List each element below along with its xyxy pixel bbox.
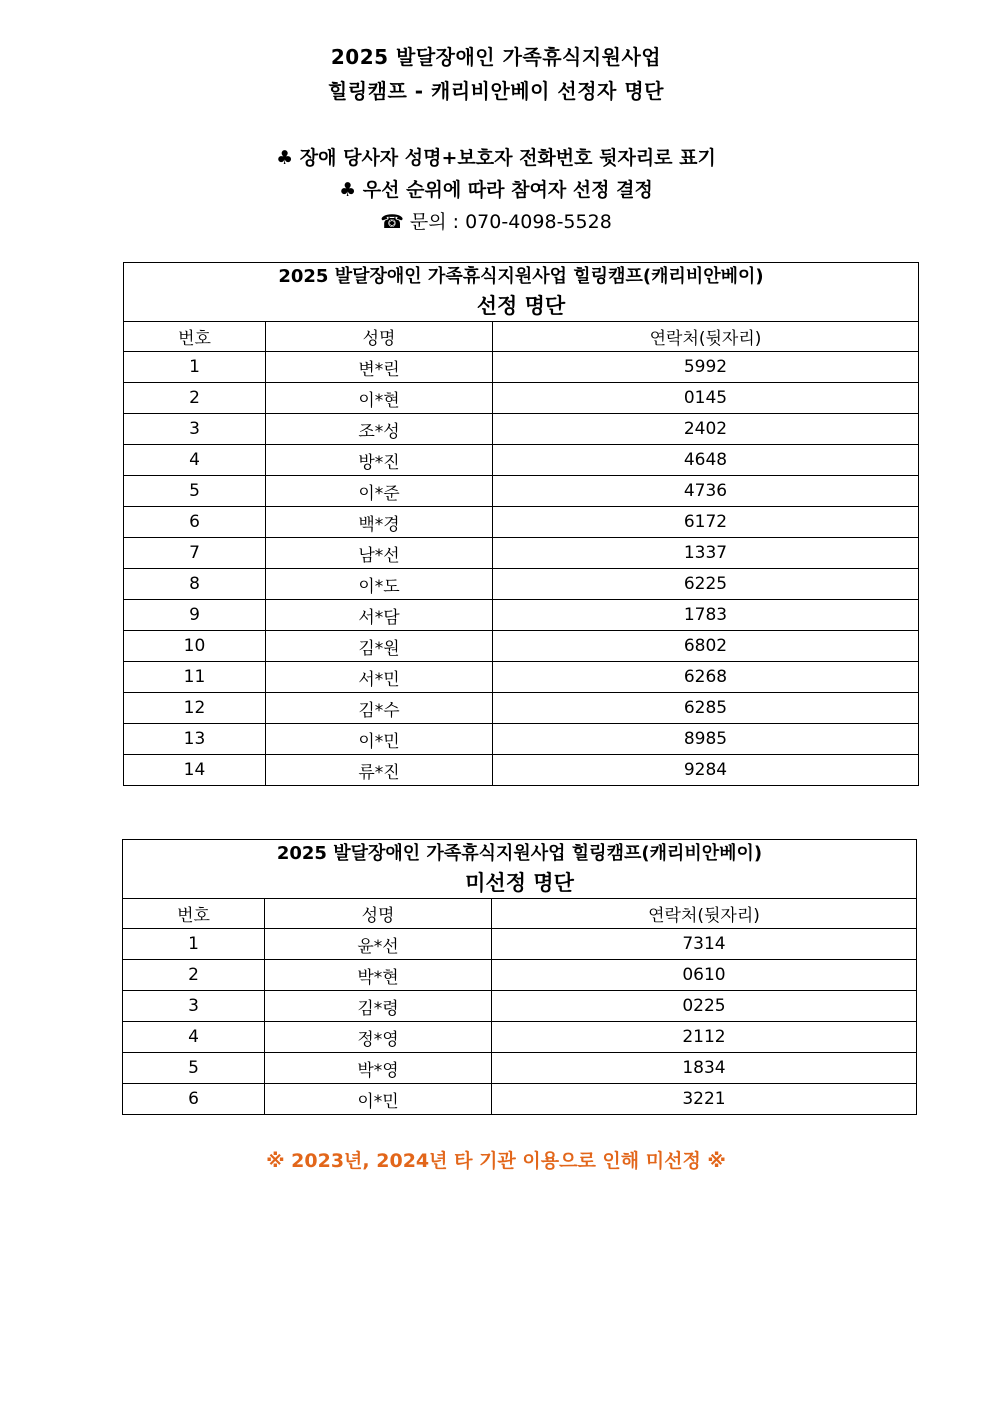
- unselected-caption-program: 2025 발달장애인 가족휴식지원사업 힐링캠프(캐리비안베이): [276, 843, 763, 864]
- cell-contact: 6285: [493, 693, 919, 724]
- cell-number: 2: [123, 960, 265, 991]
- cell-number: 2: [124, 383, 266, 414]
- cell-name: 김*령: [265, 991, 492, 1022]
- table-row: [124, 414, 919, 445]
- cell-contact: 5992: [493, 352, 919, 383]
- cell-number: 4: [124, 445, 266, 476]
- selected-table: [123, 262, 919, 786]
- cell-name: 서*민: [266, 662, 493, 693]
- cell-contact: 7314: [492, 929, 917, 960]
- cell-contact: 1337: [493, 538, 919, 569]
- selected-table-caption: [124, 263, 919, 322]
- cell-name: 류*진: [266, 755, 493, 786]
- table-row: [124, 445, 919, 476]
- cell-number: 14: [124, 755, 266, 786]
- header-name: 성명: [266, 322, 493, 352]
- header-contact: 연락처(뒷자리): [492, 899, 917, 929]
- table-row: [124, 383, 919, 414]
- cell-contact: 9284: [493, 755, 919, 786]
- cell-number: 13: [124, 724, 266, 755]
- table-row: [124, 755, 919, 786]
- unselected-table-caption: [123, 840, 917, 899]
- cell-number: 5: [123, 1053, 265, 1084]
- selected-caption-program: 2025 발달장애인 가족휴식지원사업 힐링캠프(캐리비안베이): [278, 266, 764, 287]
- table-row: [123, 1022, 917, 1053]
- cell-number: 1: [124, 352, 266, 383]
- table-row: [123, 1053, 917, 1084]
- cell-name: 이*민: [266, 724, 493, 755]
- cell-number: 11: [124, 662, 266, 693]
- table-row: [123, 960, 917, 991]
- cell-name: 서*담: [266, 600, 493, 631]
- cell-contact: 0610: [492, 960, 917, 991]
- document-header: [0, 40, 992, 108]
- cell-number: 5: [124, 476, 266, 507]
- table-row: [123, 1084, 917, 1115]
- title-line-2: 힐링캠프 - 캐리비안베이 선정자 명단: [328, 79, 664, 103]
- cell-name: 백*경: [266, 507, 493, 538]
- cell-name: 윤*선: [265, 929, 492, 960]
- table-row: [124, 693, 919, 724]
- cell-contact: 1783: [493, 600, 919, 631]
- table-row: [124, 352, 919, 383]
- unselected-caption-title: 미선정 명단: [465, 871, 574, 895]
- unselected-table: [122, 839, 917, 1115]
- cell-contact: 4648: [493, 445, 919, 476]
- cell-number: 6: [123, 1084, 265, 1115]
- cell-name: 박*현: [265, 960, 492, 991]
- header-number: 번호: [123, 899, 265, 929]
- cell-number: 12: [124, 693, 266, 724]
- cell-contact: 2112: [492, 1022, 917, 1053]
- header-number: 번호: [124, 322, 266, 352]
- cell-number: 9: [124, 600, 266, 631]
- cell-contact: 3221: [492, 1084, 917, 1115]
- table-row: [124, 507, 919, 538]
- cell-number: 3: [124, 414, 266, 445]
- cell-name: 이*준: [266, 476, 493, 507]
- cell-number: 1: [123, 929, 265, 960]
- cell-contact: 1834: [492, 1053, 917, 1084]
- cell-name: 조*성: [266, 414, 493, 445]
- cell-number: 7: [124, 538, 266, 569]
- cell-number: 10: [124, 631, 266, 662]
- cell-contact: 6802: [493, 631, 919, 662]
- table-row: [124, 476, 919, 507]
- selected-caption-title: 선정 명단: [476, 294, 566, 318]
- cell-name: 박*영: [265, 1053, 492, 1084]
- table-row: [124, 600, 919, 631]
- cell-name: 정*영: [265, 1022, 492, 1053]
- cell-number: 4: [123, 1022, 265, 1053]
- table-row: [124, 538, 919, 569]
- note-priority: ♣ 우선 순위에 따라 참여자 선정 결정: [339, 179, 653, 201]
- unselected-header-row: [123, 899, 917, 929]
- cell-number: 6: [124, 507, 266, 538]
- notes: [0, 142, 992, 238]
- cell-number: 8: [124, 569, 266, 600]
- cell-contact: 0225: [492, 991, 917, 1022]
- title-line-1: 2025 발달장애인 가족휴식지원사업: [330, 45, 662, 69]
- table-row: [124, 724, 919, 755]
- cell-name: 김*원: [266, 631, 493, 662]
- table-row: [123, 929, 917, 960]
- cell-name: 김*수: [266, 693, 493, 724]
- table-row: [123, 991, 917, 1022]
- header-contact: 연락처(뒷자리): [493, 322, 919, 352]
- cell-contact: 6225: [493, 569, 919, 600]
- cell-contact: 6172: [493, 507, 919, 538]
- cell-name: 남*선: [266, 538, 493, 569]
- note-notation: ♣ 장애 당사자 성명+보호자 전화번호 뒷자리로 표기: [276, 147, 716, 169]
- cell-name: 이*도: [266, 569, 493, 600]
- cell-name: 방*진: [266, 445, 493, 476]
- cell-contact: 4736: [493, 476, 919, 507]
- table-row: [124, 631, 919, 662]
- cell-name: 이*민: [265, 1084, 492, 1115]
- footnote: ※ 2023년, 2024년 타 기관 이용으로 인해 미선정 ※: [266, 1150, 726, 1172]
- cell-name: 변*린: [266, 352, 493, 383]
- header-name: 성명: [265, 899, 492, 929]
- cell-contact: 6268: [493, 662, 919, 693]
- table-row: [124, 662, 919, 693]
- cell-contact: 2402: [493, 414, 919, 445]
- cell-contact: 0145: [493, 383, 919, 414]
- contact-info: ☎ 문의 : 070-4098-5528: [380, 211, 612, 233]
- cell-contact: 8985: [493, 724, 919, 755]
- table-row: [124, 569, 919, 600]
- selected-header-row: [124, 322, 919, 352]
- cell-number: 3: [123, 991, 265, 1022]
- cell-name: 이*현: [266, 383, 493, 414]
